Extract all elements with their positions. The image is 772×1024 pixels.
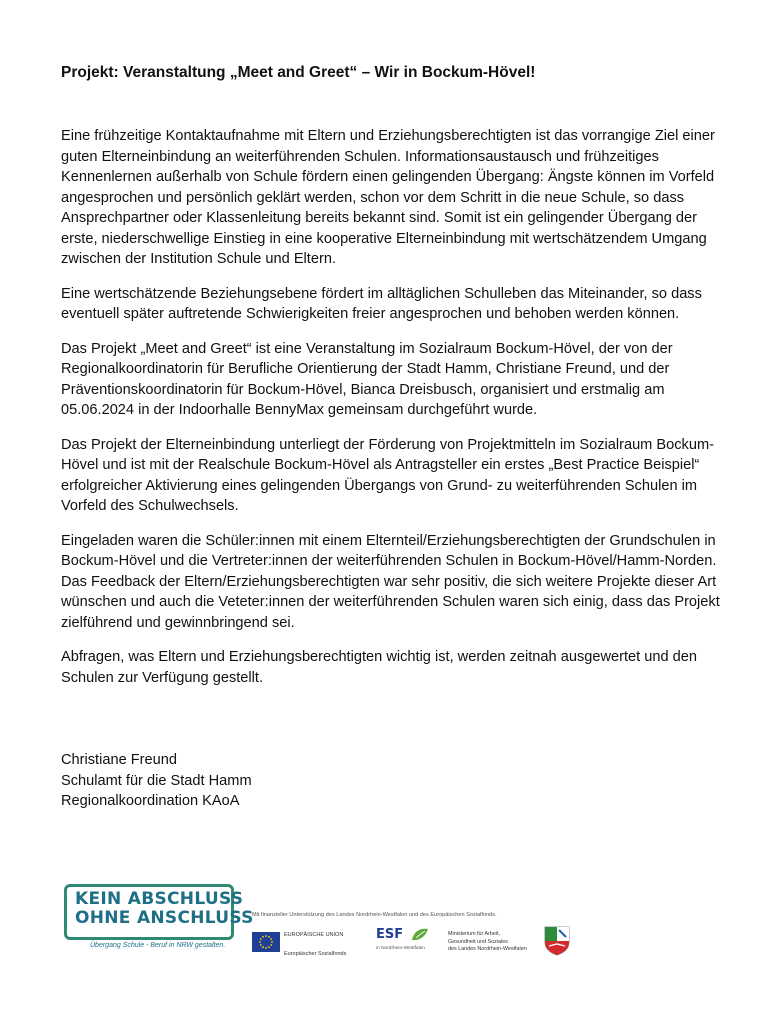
- paragraph-relationship: Eine wertschätzende Beziehungsebene fördert im alltäglichen Schulleben das Miteinander, so dass eventuell später auftretende Schwierigkeiten freier angesprochen und behoben werden können.: [61, 285, 702, 322]
- eu-label: EUROPÄISCHE UNION: [284, 932, 344, 938]
- signature-office: Schulamt für die Stadt Hamm: [61, 772, 252, 789]
- paragraph-participants: Eingeladen waren die Schüler:innen mit einem Elternteil/Erziehungsberechtigten der Grundschulen in Bockum-Hövel und die Vertreter:innen der weiterführenden Schulen in Bockum-Hövel/Hamm-Norden. Das Feedback der Eltern/Erziehungsberechtigten war sehr positiv, die sich weitere Projekte dieser Art wünschen und auch die Veteter:innen der weiterführenden Schulen waren sich einig, dass das Projekt zielführend und gewinnbringend sei.: [61, 532, 720, 631]
- ministry-line: Ministerium für Arbeit,: [448, 931, 501, 937]
- esf-label: ESF: [376, 927, 404, 942]
- document-title: Projekt: Veranstaltung „Meet and Greet“ – Wir in Bockum-Hövel!: [61, 64, 536, 81]
- ministry-line: Gesundheit und Soziales: [448, 938, 508, 945]
- document-body: [61, 126, 721, 702]
- signature-role: Regionalkoordination KAoA: [61, 793, 240, 809]
- eu-flag-icon: [252, 932, 280, 952]
- funding-note: Mit finanzieller Unterstützung des Landes Nordrhein-Westfalen und des Europäischen Sozialfonds.: [252, 912, 497, 918]
- kein-logo-line2: OHNE ANSCHLUSS: [75, 908, 254, 928]
- kein-abschluss-logo: [64, 884, 254, 940]
- paragraph-intro: Eine frühzeitige Kontaktaufnahme mit Eltern und Erziehungsberechtigten ist das vorrangige Ziel einer guten Elterneinbindung an weiterführenden Schulen. Informationsaustausch und frühzeitiges Kennenlernen außerhalb von Schule fördern einen gelingenden Übergang: Ängste können im Vorfeld angesprochen und persönlich geklärt werden, schon vor dem Schritt in die neue Schule, so dass Ansprechpartner oder Klassenleitung bereits bekannt sind. Somit ist ein gelingender Übergang der erste, niederschwellige Einstieg in eine kooperative Elterneinbindung mit wertschätzendem Umgang zwischen der Institution Schule und Eltern.: [61, 128, 715, 267]
- paragraph-project: Das Projekt „Meet and Greet“ ist eine Veranstaltung im Sozialraum Bockum-Hövel, der von der Regionalkoordinatorin für Berufliche Orientierung der Stadt Hamm, Christiane Freund, und der Präventionskoordinatorin für Bockum-Hövel, Bianca Dreisbusch, organisiert und erstmalig am 05.06.2024 in der Indoorhalle BennyMax gemeinsam durchgeführt wurde.: [61, 340, 673, 418]
- ministry-line: des Landes Nordrhein-Westfalen: [448, 946, 527, 952]
- signature-name: Christiane Freund: [61, 752, 177, 768]
- ministry-logo-text: [448, 931, 538, 954]
- eu-fund-label: Europäischer Sozialfonds: [284, 951, 347, 957]
- nrw-crest-icon: [544, 926, 570, 956]
- signature-block: [61, 750, 252, 812]
- paragraph-survey: Abfragen, was Eltern und Erziehungsberechtigten wichtig ist, werden zeitnah ausgewertet und den Schulen zur Verfügung gestellt.: [61, 649, 698, 686]
- paragraph-funding: Das Projekt der Elterneinbindung unterliegt der Förderung von Projektmitteln im Sozialraum Bockum-Hövel und ist mit der Realschule Bockum-Hövel als Antragsteller ein erstes „Best Practice Beispiel“ erfolgreicher Aktivierung eines gelingenden Übergangs von Grund- zu weiterführenden Schulen im Vorfeld des Schulwechsels.: [61, 436, 714, 514]
- esf-sub-label: in Nordrhein-Westfalen: [376, 946, 425, 951]
- kein-logo-tagline: Übergang Schule - Beruf in NRW gestalten.: [90, 942, 226, 949]
- esf-leaf-icon: [410, 926, 430, 944]
- kein-logo-line1: KEIN ABSCHLUSS: [75, 889, 244, 909]
